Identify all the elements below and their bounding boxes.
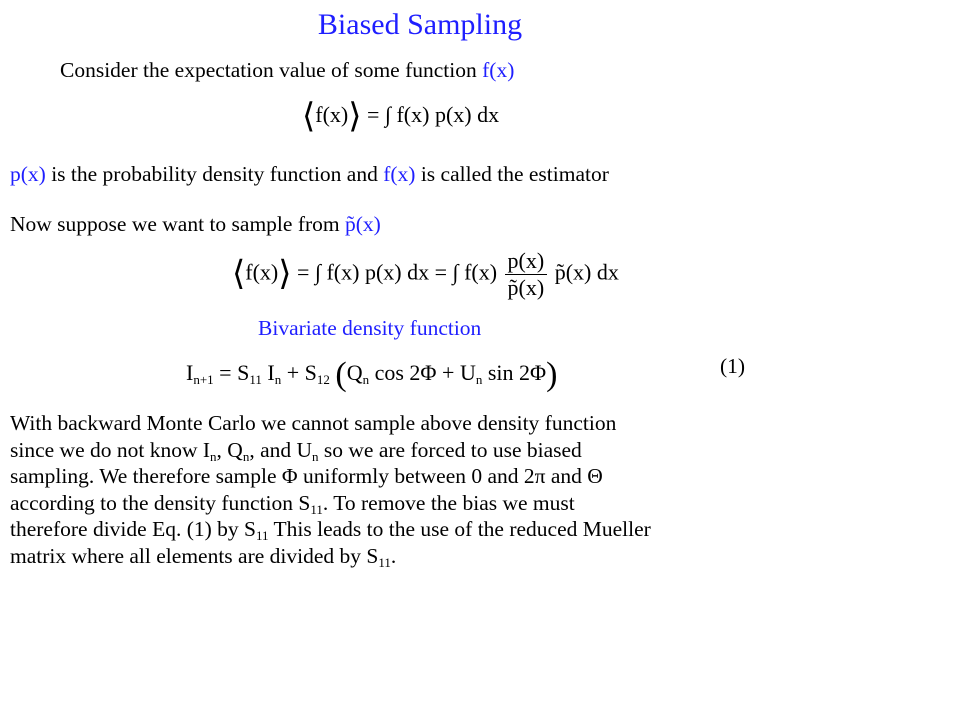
eq3-In: I [267,360,275,385]
para-line-3: sampling. We therefore sample Φ uniformly between 0 and 2π and Θ [10,464,603,488]
para-l6-sub: 11 [378,554,391,570]
para-l4b: . To remove the bias we must [322,490,575,515]
sample-func: p̃(x) [344,212,381,236]
eq2-equals: = [297,259,310,285]
slide-title: Biased Sampling [317,8,523,41]
eq3-plus: + [286,360,300,385]
def-text1: is the probability density function and [45,162,384,186]
para-l6a: matrix where all elements are divided by S [10,543,379,568]
para-line-2 [10,437,830,464]
eq2-fraction [505,248,548,301]
para-line-5 [10,516,830,543]
intro-func: f(x) [482,58,515,82]
eq2-denominator: p̃(x) [507,275,545,300]
para-line-1: With backward Monte Carlo we cannot sample above density function [10,411,617,435]
eq2-term1: f(x) p(x) dx [326,259,430,285]
eq3-equals: = [219,360,232,385]
equation-expectation [302,96,499,136]
def-pdf: p(x) [10,162,46,186]
eq2-term2-pre: f(x) [464,259,498,285]
para-l2d: so we are forced to use biased [318,437,582,462]
para-l6b: . [390,543,397,568]
paren-right: ) [546,356,558,393]
para-l2b: , Q [216,437,243,462]
eq1-equals: = [367,102,380,127]
para-l2c: , and U [249,437,313,462]
sample-text: Now suppose we want to sample from [10,212,345,236]
para-l5-sub: 11 [255,528,269,543]
def-text2: is called the estimator [415,162,609,186]
eq3-sub-nq: n [362,372,370,387]
eq3-sub-11: 11 [249,372,262,387]
equation-intensity [186,356,557,394]
para-l5b: This leads to the use of the reduced Mueller [268,517,651,541]
para-l5a: therefore divide Eq. (1) by S [10,517,256,541]
angle-bracket-right-2: ⟩ [278,255,292,293]
para-l2a: since we do not know I [10,437,211,462]
eq3-sub-nu: n [475,372,483,387]
eq2-equals-2: = [434,259,448,285]
angle-bracket-right: ⟩ [348,98,362,135]
eq1-lhs: f(x) [315,102,349,127]
eq3-I: I [186,360,194,385]
sample-line [10,212,381,237]
definition-line [10,162,609,187]
intro-text: Consider the expectation value of some function [60,58,483,82]
para-l4a: according to the density function S [10,490,311,515]
intro-line [60,58,514,83]
paren-left: ( [335,356,347,393]
eq3-U: U [459,360,476,385]
eq3-sub-n1: n+1 [193,372,214,387]
para-line-6 [10,543,830,570]
eq3-sub-n: n [274,372,282,387]
para-l4-sub: 11 [310,501,323,517]
angle-bracket-left-2: ⟨ [232,255,246,293]
eq1-integral: ∫ [384,102,391,127]
bivariate-label: Bivariate density function [258,316,482,340]
eq2-numerator: p(x) [505,248,548,275]
para-l2-sub1: n [210,448,217,464]
para-l2-sub3: n [312,448,319,464]
eq3-plus-2: + [442,360,455,385]
eq3-S12: S [304,360,317,385]
eq2-integral: ∫ [314,259,321,285]
equation-number: (1) [720,354,746,378]
eq1-rhs: f(x) p(x) dx [396,102,500,127]
eq3-S11: S [237,360,250,385]
equation-biased [232,248,619,301]
eq2-term2-post: p̃(x) dx [554,259,619,285]
def-estimator: f(x) [383,162,416,186]
explanation-paragraph [10,410,830,569]
eq2-lhs: f(x) [245,259,279,285]
para-line-4 [10,490,830,517]
eq3-sin: sin 2Φ [487,360,547,385]
eq3-sub-12: 12 [316,372,330,387]
eq3-Q: Q [346,360,363,385]
eq3-cos: cos 2Φ [374,360,437,385]
para-l2-sub2: n [242,448,250,464]
eq2-integral-2: ∫ [452,259,459,285]
angle-bracket-left: ⟨ [302,98,316,135]
